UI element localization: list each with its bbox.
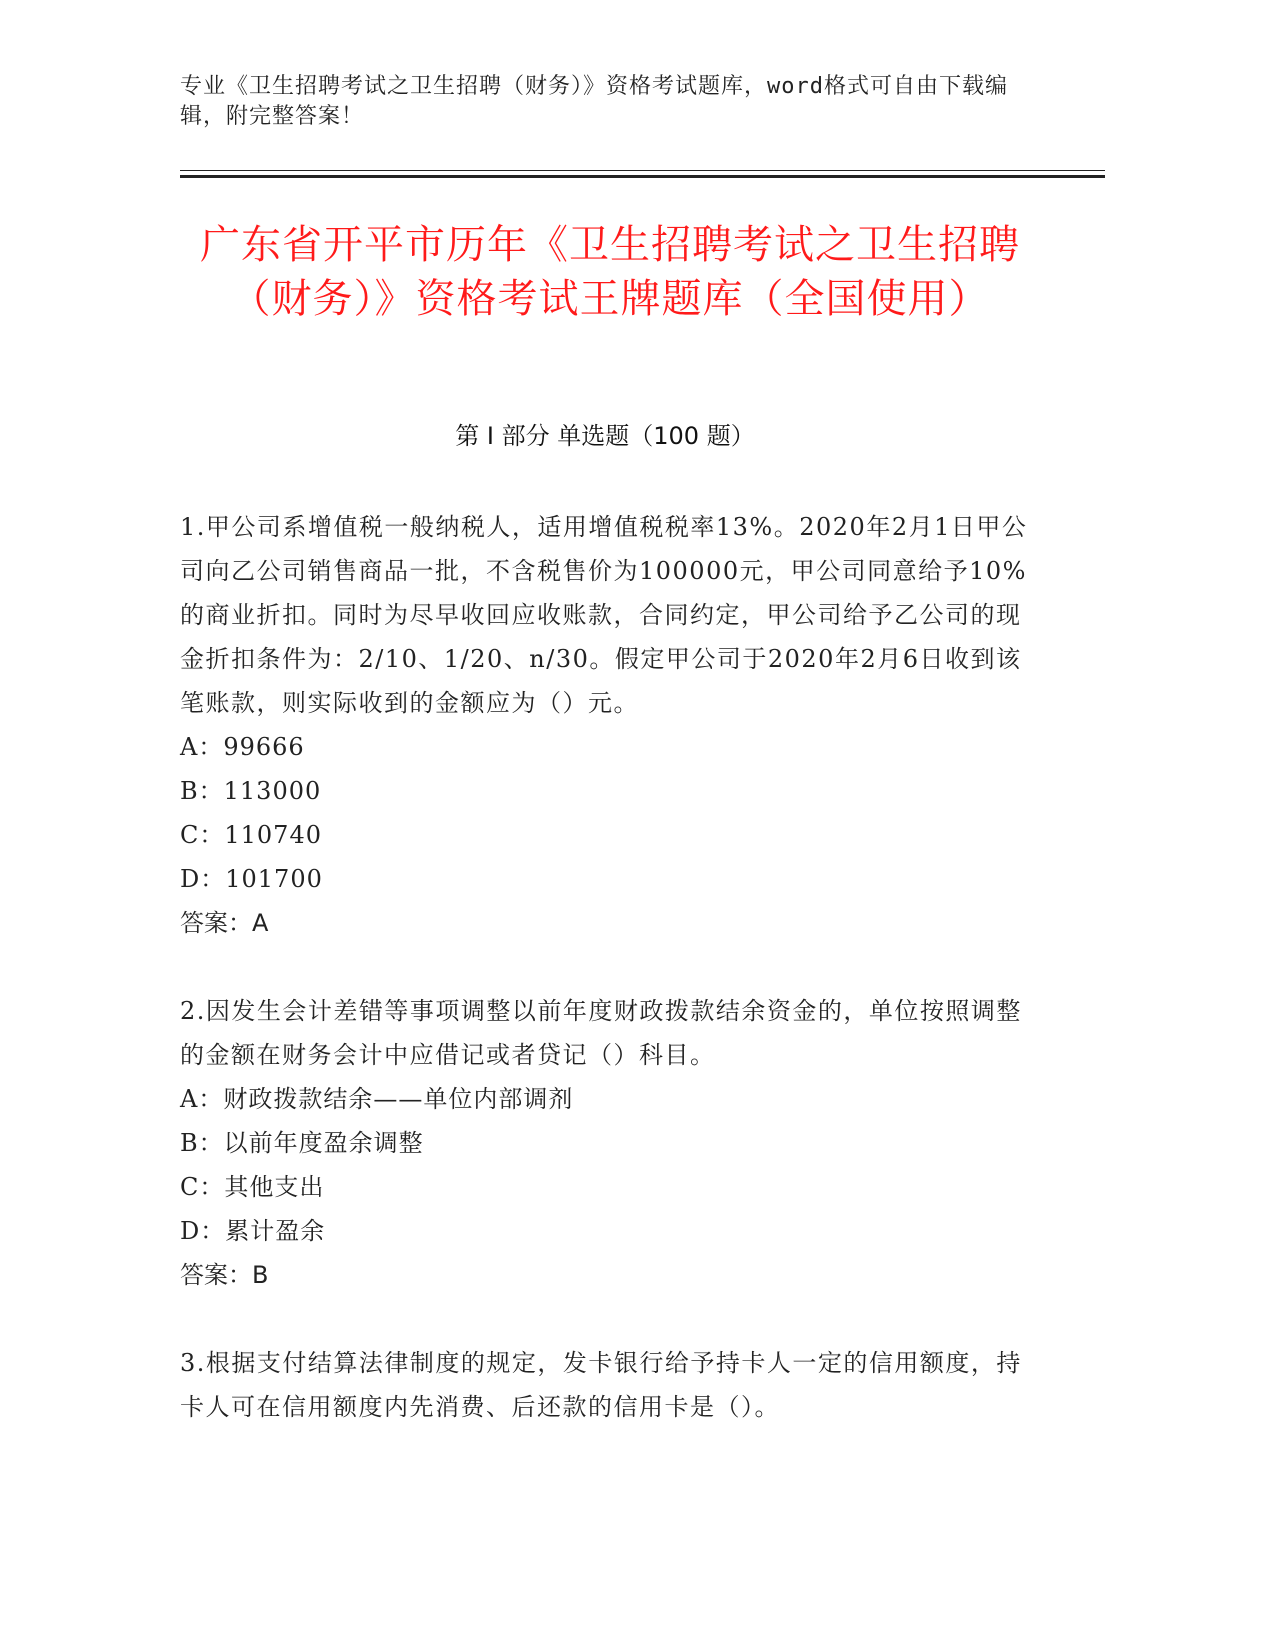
header-divider-thin — [180, 170, 1105, 171]
section-title: 第 I 部分 单选题（100 题） — [455, 422, 755, 450]
question-1 — [180, 505, 1040, 945]
question-2 — [180, 989, 1040, 1297]
answer: 答案：B — [180, 1261, 269, 1289]
option-d: D：101700 — [180, 865, 323, 893]
question-stem: 3.根据支付结算法律制度的规定，发卡银行给予持卡人一定的信用额度，持卡人可在信用额度内先消费、后还款的信用卡是（）。 — [180, 1349, 1022, 1421]
option-b: B：以前年度盈余调整 — [180, 1129, 424, 1157]
document-title: 广东省开平市历年《卫生招聘考试之卫生招聘（财务）》资格考试王牌题库（全国使用） — [200, 222, 1020, 322]
question-stem: 2.因发生会计差错等事项调整以前年度财政拨款结余资金的，单位按照调整的金额在财务会计中应借记或者贷记（）科目。 — [180, 997, 1022, 1069]
answer: 答案：A — [180, 909, 269, 937]
option-c: C：其他支出 — [180, 1173, 325, 1201]
option-a: A：财政拨款结余——单位内部调剂 — [180, 1085, 574, 1113]
question-3 — [180, 1341, 1040, 1429]
option-d: D：累计盈余 — [180, 1217, 326, 1245]
header-note: 专业《卫生招聘考试之卫生招聘（财务）》资格考试题库，word格式可自由下载编辑，附完整答案！ — [180, 74, 1008, 129]
option-b: B：113000 — [180, 777, 322, 805]
question-list — [180, 505, 1040, 1473]
option-a: A：99666 — [180, 733, 305, 761]
option-c: C：110740 — [180, 821, 322, 849]
question-stem: 1.甲公司系增值税一般纳税人，适用增值税税率13%。2020年2月1日甲公司向乙公司销售商品一批，不含税售价为100000元，甲公司同意给予10%的商业折扣。同时为尽早收回应收账款，合同约定，甲公司给予乙公司的现金折扣条件为：2/10、1/20、n/30。假定甲公司于2020年2月6日收到该笔账款，则实际收到的金额应为（）元。 — [180, 513, 1028, 717]
header-divider-thick — [180, 175, 1105, 178]
